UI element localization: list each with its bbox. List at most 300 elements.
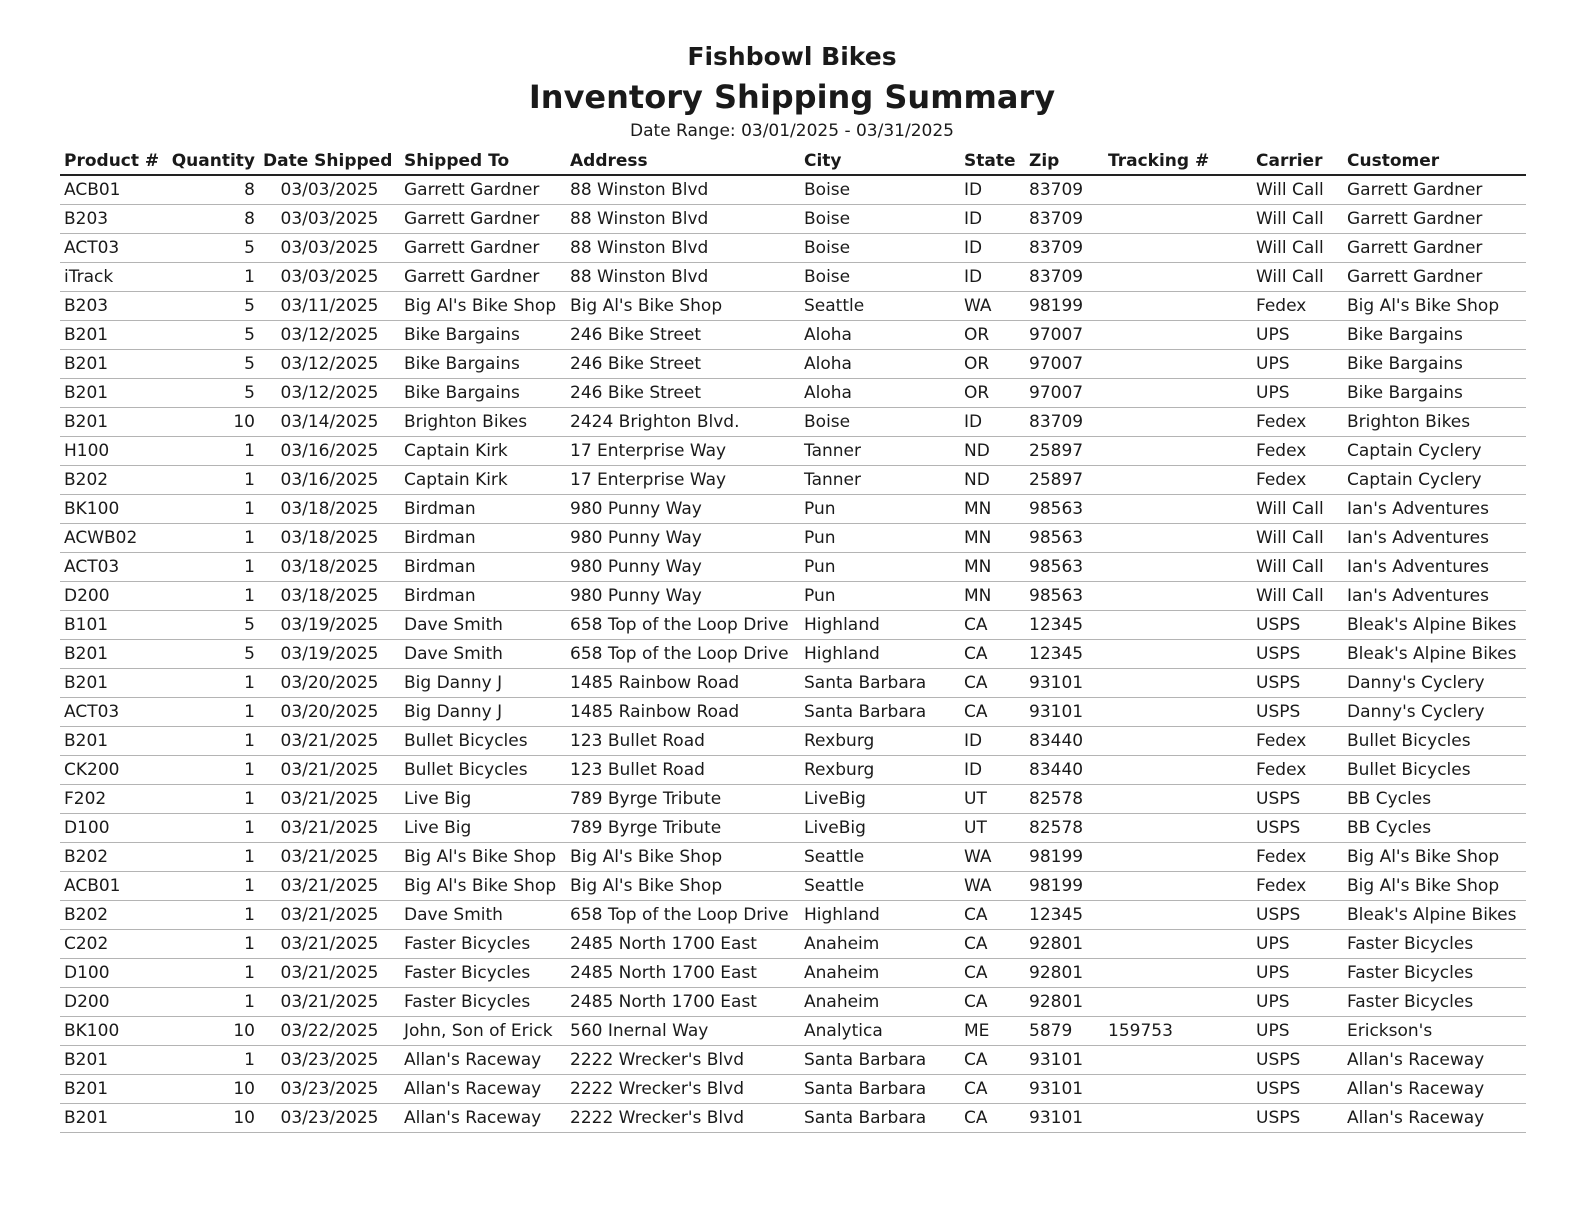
cell-carrier: Fedex	[1252, 292, 1343, 321]
cell-zip: 5879	[1025, 1017, 1104, 1046]
cell-quantity: 1	[166, 582, 259, 611]
cell-shipped-to: Bike Bargains	[400, 321, 566, 350]
cell-tracking	[1104, 930, 1252, 959]
cell-tracking	[1104, 988, 1252, 1017]
cell-date-shipped: 03/03/2025	[259, 263, 400, 292]
cell-state: OR	[960, 350, 1025, 379]
cell-carrier: Will Call	[1252, 205, 1343, 234]
cell-state: CA	[960, 901, 1025, 930]
cell-state: OR	[960, 321, 1025, 350]
cell-zip: 97007	[1025, 350, 1104, 379]
table-row	[60, 495, 1526, 524]
cell-quantity: 1	[166, 437, 259, 466]
cell-quantity: 5	[166, 234, 259, 263]
table-row	[60, 263, 1526, 292]
cell-zip: 83440	[1025, 756, 1104, 785]
cell-customer: BB Cycles	[1343, 814, 1526, 843]
table-body	[60, 175, 1526, 1133]
cell-shipped-to: Big Al's Bike Shop	[400, 872, 566, 901]
cell-city: Santa Barbara	[800, 1104, 960, 1133]
cell-shipped-to: Bullet Bicycles	[400, 756, 566, 785]
cell-date-shipped: 03/11/2025	[259, 292, 400, 321]
cell-state: ND	[960, 437, 1025, 466]
cell-product: B202	[60, 901, 166, 930]
cell-quantity: 1	[166, 785, 259, 814]
cell-customer: Bullet Bicycles	[1343, 727, 1526, 756]
report-header	[0, 40, 1584, 143]
cell-tracking	[1104, 872, 1252, 901]
cell-customer: Garrett Gardner	[1343, 263, 1526, 292]
column-header-date-shipped: Date Shipped	[259, 147, 400, 175]
cell-city: Santa Barbara	[800, 1046, 960, 1075]
cell-address: 2485 North 1700 East	[566, 959, 800, 988]
table-row	[60, 1075, 1526, 1104]
cell-customer: Garrett Gardner	[1343, 234, 1526, 263]
cell-address: 980 Punny Way	[566, 524, 800, 553]
cell-product: D100	[60, 814, 166, 843]
cell-carrier: Fedex	[1252, 756, 1343, 785]
cell-customer: Bleak's Alpine Bikes	[1343, 640, 1526, 669]
cell-product: B203	[60, 292, 166, 321]
cell-product: iTrack	[60, 263, 166, 292]
cell-carrier: UPS	[1252, 1017, 1343, 1046]
cell-quantity: 10	[166, 1075, 259, 1104]
cell-product: ACT03	[60, 553, 166, 582]
cell-city: Seattle	[800, 843, 960, 872]
cell-shipped-to: Captain Kirk	[400, 437, 566, 466]
cell-state: UT	[960, 814, 1025, 843]
cell-zip: 92801	[1025, 988, 1104, 1017]
cell-state: UT	[960, 785, 1025, 814]
table-row	[60, 727, 1526, 756]
cell-customer: Allan's Raceway	[1343, 1046, 1526, 1075]
table-row	[60, 466, 1526, 495]
cell-city: Boise	[800, 234, 960, 263]
cell-zip: 98563	[1025, 524, 1104, 553]
cell-date-shipped: 03/12/2025	[259, 379, 400, 408]
table-row	[60, 814, 1526, 843]
cell-address: 2424 Brighton Blvd.	[566, 408, 800, 437]
cell-zip: 25897	[1025, 466, 1104, 495]
cell-city: LiveBig	[800, 814, 960, 843]
cell-date-shipped: 03/21/2025	[259, 727, 400, 756]
cell-quantity: 1	[166, 698, 259, 727]
cell-city: Pun	[800, 553, 960, 582]
cell-product: B201	[60, 379, 166, 408]
cell-tracking	[1104, 379, 1252, 408]
cell-tracking	[1104, 959, 1252, 988]
cell-shipped-to: Big Al's Bike Shop	[400, 292, 566, 321]
cell-tracking	[1104, 1075, 1252, 1104]
cell-date-shipped: 03/21/2025	[259, 959, 400, 988]
cell-state: MN	[960, 524, 1025, 553]
cell-customer: Ian's Adventures	[1343, 553, 1526, 582]
cell-state: CA	[960, 988, 1025, 1017]
cell-shipped-to: Garrett Gardner	[400, 205, 566, 234]
cell-zip: 98199	[1025, 292, 1104, 321]
cell-customer: Bike Bargains	[1343, 321, 1526, 350]
cell-date-shipped: 03/03/2025	[259, 205, 400, 234]
cell-city: Boise	[800, 175, 960, 205]
cell-shipped-to: Allan's Raceway	[400, 1075, 566, 1104]
cell-city: Aloha	[800, 321, 960, 350]
cell-quantity: 5	[166, 321, 259, 350]
cell-city: Analytica	[800, 1017, 960, 1046]
cell-state: ID	[960, 205, 1025, 234]
cell-customer: Bullet Bicycles	[1343, 756, 1526, 785]
cell-tracking	[1104, 669, 1252, 698]
cell-quantity: 1	[166, 727, 259, 756]
cell-date-shipped: 03/03/2025	[259, 175, 400, 205]
cell-zip: 97007	[1025, 379, 1104, 408]
cell-tracking	[1104, 727, 1252, 756]
cell-address: 17 Enterprise Way	[566, 437, 800, 466]
cell-date-shipped: 03/23/2025	[259, 1046, 400, 1075]
cell-zip: 98563	[1025, 582, 1104, 611]
cell-quantity: 8	[166, 205, 259, 234]
cell-city: Pun	[800, 524, 960, 553]
cell-product: F202	[60, 785, 166, 814]
cell-product: B201	[60, 1046, 166, 1075]
cell-date-shipped: 03/03/2025	[259, 234, 400, 263]
cell-address: 246 Bike Street	[566, 379, 800, 408]
cell-customer: BB Cycles	[1343, 785, 1526, 814]
table-row	[60, 872, 1526, 901]
cell-date-shipped: 03/21/2025	[259, 872, 400, 901]
cell-date-shipped: 03/21/2025	[259, 988, 400, 1017]
cell-city: Anaheim	[800, 930, 960, 959]
cell-shipped-to: Birdman	[400, 495, 566, 524]
cell-date-shipped: 03/18/2025	[259, 495, 400, 524]
cell-customer: Bleak's Alpine Bikes	[1343, 611, 1526, 640]
cell-date-shipped: 03/21/2025	[259, 814, 400, 843]
cell-tracking	[1104, 292, 1252, 321]
cell-address: Big Al's Bike Shop	[566, 843, 800, 872]
cell-customer: Ian's Adventures	[1343, 524, 1526, 553]
column-header-tracking: Tracking #	[1104, 147, 1252, 175]
column-header-state: State	[960, 147, 1025, 175]
cell-state: MN	[960, 495, 1025, 524]
cell-carrier: Fedex	[1252, 437, 1343, 466]
cell-carrier: Will Call	[1252, 553, 1343, 582]
table-row	[60, 379, 1526, 408]
table-row	[60, 1046, 1526, 1075]
cell-product: ACT03	[60, 698, 166, 727]
cell-date-shipped: 03/21/2025	[259, 756, 400, 785]
cell-customer: Ian's Adventures	[1343, 582, 1526, 611]
cell-tracking	[1104, 814, 1252, 843]
cell-zip: 98199	[1025, 843, 1104, 872]
cell-shipped-to: Big Danny J	[400, 669, 566, 698]
cell-tracking	[1104, 234, 1252, 263]
cell-customer: Big Al's Bike Shop	[1343, 872, 1526, 901]
cell-quantity: 5	[166, 350, 259, 379]
cell-carrier: Fedex	[1252, 727, 1343, 756]
cell-quantity: 5	[166, 379, 259, 408]
cell-zip: 92801	[1025, 959, 1104, 988]
cell-shipped-to: Birdman	[400, 524, 566, 553]
cell-date-shipped: 03/21/2025	[259, 930, 400, 959]
cell-product: CK200	[60, 756, 166, 785]
cell-quantity: 1	[166, 814, 259, 843]
cell-quantity: 1	[166, 930, 259, 959]
cell-city: Highland	[800, 640, 960, 669]
cell-quantity: 1	[166, 959, 259, 988]
cell-date-shipped: 03/18/2025	[259, 553, 400, 582]
cell-tracking	[1104, 524, 1252, 553]
cell-tracking	[1104, 495, 1252, 524]
cell-state: CA	[960, 640, 1025, 669]
cell-carrier: Will Call	[1252, 263, 1343, 292]
cell-tracking	[1104, 408, 1252, 437]
cell-shipped-to: Dave Smith	[400, 611, 566, 640]
cell-carrier: UPS	[1252, 350, 1343, 379]
table-row	[60, 553, 1526, 582]
cell-customer: Bleak's Alpine Bikes	[1343, 901, 1526, 930]
cell-address: 560 Inernal Way	[566, 1017, 800, 1046]
cell-address: 980 Punny Way	[566, 553, 800, 582]
table-row	[60, 175, 1526, 205]
table-row	[60, 408, 1526, 437]
cell-carrier: USPS	[1252, 814, 1343, 843]
cell-customer: Erickson's	[1343, 1017, 1526, 1046]
cell-customer: Garrett Gardner	[1343, 205, 1526, 234]
cell-state: CA	[960, 1046, 1025, 1075]
cell-city: Tanner	[800, 466, 960, 495]
cell-address: 88 Winston Blvd	[566, 263, 800, 292]
cell-zip: 12345	[1025, 640, 1104, 669]
cell-carrier: USPS	[1252, 901, 1343, 930]
cell-zip: 98563	[1025, 553, 1104, 582]
cell-zip: 93101	[1025, 1104, 1104, 1133]
cell-zip: 82578	[1025, 785, 1104, 814]
table-row	[60, 785, 1526, 814]
cell-carrier: USPS	[1252, 669, 1343, 698]
cell-shipped-to: Garrett Gardner	[400, 263, 566, 292]
cell-address: 1485 Rainbow Road	[566, 669, 800, 698]
cell-customer: Garrett Gardner	[1343, 175, 1526, 205]
cell-state: OR	[960, 379, 1025, 408]
cell-product: B201	[60, 321, 166, 350]
company-name: Fishbowl Bikes	[687, 42, 897, 71]
cell-quantity: 1	[166, 669, 259, 698]
cell-shipped-to: Big Danny J	[400, 698, 566, 727]
cell-zip: 83709	[1025, 205, 1104, 234]
cell-quantity: 1	[166, 495, 259, 524]
cell-carrier: Fedex	[1252, 843, 1343, 872]
cell-zip: 97007	[1025, 321, 1104, 350]
cell-product: ACT03	[60, 234, 166, 263]
cell-product: B202	[60, 466, 166, 495]
cell-quantity: 1	[166, 756, 259, 785]
report-title: Inventory Shipping Summary	[528, 78, 1056, 116]
cell-date-shipped: 03/19/2025	[259, 640, 400, 669]
cell-state: ID	[960, 175, 1025, 205]
cell-tracking	[1104, 901, 1252, 930]
cell-shipped-to: Captain Kirk	[400, 466, 566, 495]
cell-tracking	[1104, 466, 1252, 495]
cell-shipped-to: Live Big	[400, 785, 566, 814]
cell-shipped-to: Birdman	[400, 582, 566, 611]
cell-city: Santa Barbara	[800, 669, 960, 698]
cell-carrier: USPS	[1252, 640, 1343, 669]
cell-date-shipped: 03/21/2025	[259, 901, 400, 930]
cell-city: Aloha	[800, 379, 960, 408]
cell-city: Anaheim	[800, 988, 960, 1017]
cell-tracking	[1104, 263, 1252, 292]
cell-date-shipped: 03/20/2025	[259, 669, 400, 698]
cell-carrier: UPS	[1252, 988, 1343, 1017]
cell-tracking: 159753	[1104, 1017, 1252, 1046]
column-header-product: Product #	[60, 147, 166, 175]
cell-product: B201	[60, 669, 166, 698]
cell-tracking	[1104, 640, 1252, 669]
cell-carrier: USPS	[1252, 1075, 1343, 1104]
cell-carrier: USPS	[1252, 1104, 1343, 1133]
cell-quantity: 1	[166, 901, 259, 930]
cell-shipped-to: Dave Smith	[400, 640, 566, 669]
cell-product: D100	[60, 959, 166, 988]
cell-product: D200	[60, 988, 166, 1017]
table-row	[60, 930, 1526, 959]
cell-shipped-to: Bike Bargains	[400, 350, 566, 379]
cell-date-shipped: 03/12/2025	[259, 321, 400, 350]
cell-city: Boise	[800, 263, 960, 292]
cell-address: 658 Top of the Loop Drive	[566, 611, 800, 640]
cell-city: Seattle	[800, 872, 960, 901]
table-row	[60, 611, 1526, 640]
cell-zip: 98199	[1025, 872, 1104, 901]
cell-address: 980 Punny Way	[566, 582, 800, 611]
cell-address: 2485 North 1700 East	[566, 988, 800, 1017]
cell-shipped-to: Bike Bargains	[400, 379, 566, 408]
cell-tracking	[1104, 582, 1252, 611]
cell-customer: Faster Bicycles	[1343, 988, 1526, 1017]
cell-product: B201	[60, 640, 166, 669]
cell-quantity: 1	[166, 524, 259, 553]
cell-carrier: USPS	[1252, 785, 1343, 814]
cell-quantity: 5	[166, 292, 259, 321]
cell-carrier: Will Call	[1252, 524, 1343, 553]
cell-tracking	[1104, 175, 1252, 205]
cell-shipped-to: Faster Bicycles	[400, 959, 566, 988]
cell-state: MN	[960, 582, 1025, 611]
cell-customer: Faster Bicycles	[1343, 930, 1526, 959]
cell-quantity: 1	[166, 1046, 259, 1075]
cell-shipped-to: Faster Bicycles	[400, 930, 566, 959]
cell-zip: 83709	[1025, 175, 1104, 205]
table-row	[60, 988, 1526, 1017]
cell-quantity: 1	[166, 263, 259, 292]
cell-city: Highland	[800, 901, 960, 930]
table-row	[60, 959, 1526, 988]
cell-state: ID	[960, 234, 1025, 263]
cell-address: 2222 Wrecker's Blvd	[566, 1075, 800, 1104]
table-row	[60, 321, 1526, 350]
cell-date-shipped: 03/21/2025	[259, 843, 400, 872]
cell-product: BK100	[60, 1017, 166, 1046]
cell-address: 789 Byrge Tribute	[566, 814, 800, 843]
cell-carrier: UPS	[1252, 959, 1343, 988]
cell-zip: 98563	[1025, 495, 1104, 524]
cell-tracking	[1104, 698, 1252, 727]
cell-tracking	[1104, 785, 1252, 814]
table-row	[60, 1017, 1526, 1046]
cell-state: ID	[960, 756, 1025, 785]
cell-city: Pun	[800, 582, 960, 611]
cell-carrier: Fedex	[1252, 408, 1343, 437]
cell-state: CA	[960, 698, 1025, 727]
table-row	[60, 205, 1526, 234]
cell-product: B203	[60, 205, 166, 234]
cell-carrier: USPS	[1252, 1046, 1343, 1075]
cell-tracking	[1104, 611, 1252, 640]
table-row	[60, 350, 1526, 379]
cell-state: CA	[960, 959, 1025, 988]
cell-state: ID	[960, 408, 1025, 437]
cell-date-shipped: 03/20/2025	[259, 698, 400, 727]
cell-quantity: 5	[166, 640, 259, 669]
cell-address: Big Al's Bike Shop	[566, 292, 800, 321]
cell-date-shipped: 03/12/2025	[259, 350, 400, 379]
cell-shipped-to: Bullet Bicycles	[400, 727, 566, 756]
cell-date-shipped: 03/16/2025	[259, 437, 400, 466]
cell-shipped-to: Garrett Gardner	[400, 234, 566, 263]
cell-customer: Captain Cyclery	[1343, 437, 1526, 466]
cell-state: CA	[960, 611, 1025, 640]
cell-address: 88 Winston Blvd	[566, 175, 800, 205]
cell-carrier: Will Call	[1252, 582, 1343, 611]
cell-city: Boise	[800, 205, 960, 234]
cell-date-shipped: 03/16/2025	[259, 466, 400, 495]
cell-tracking	[1104, 321, 1252, 350]
cell-customer: Faster Bicycles	[1343, 959, 1526, 988]
cell-city: Santa Barbara	[800, 1075, 960, 1104]
cell-product: ACB01	[60, 175, 166, 205]
cell-product: BK100	[60, 495, 166, 524]
cell-state: CA	[960, 669, 1025, 698]
cell-product: ACB01	[60, 872, 166, 901]
cell-customer: Captain Cyclery	[1343, 466, 1526, 495]
cell-customer: Bike Bargains	[1343, 350, 1526, 379]
cell-shipped-to: Big Al's Bike Shop	[400, 843, 566, 872]
cell-customer: Big Al's Bike Shop	[1343, 292, 1526, 321]
cell-state: ND	[960, 466, 1025, 495]
cell-product: H100	[60, 437, 166, 466]
cell-zip: 92801	[1025, 930, 1104, 959]
cell-state: ID	[960, 727, 1025, 756]
cell-quantity: 1	[166, 872, 259, 901]
cell-customer: Bike Bargains	[1343, 379, 1526, 408]
cell-address: 658 Top of the Loop Drive	[566, 640, 800, 669]
column-header-shipped-to: Shipped To	[400, 147, 566, 175]
cell-tracking	[1104, 553, 1252, 582]
cell-address: 658 Top of the Loop Drive	[566, 901, 800, 930]
cell-zip: 12345	[1025, 901, 1104, 930]
cell-carrier: USPS	[1252, 611, 1343, 640]
cell-product: B101	[60, 611, 166, 640]
cell-state: CA	[960, 1075, 1025, 1104]
cell-shipped-to: Dave Smith	[400, 901, 566, 930]
column-header-quantity: Quantity	[166, 147, 259, 175]
cell-state: MN	[960, 553, 1025, 582]
cell-carrier: Will Call	[1252, 234, 1343, 263]
cell-quantity: 1	[166, 466, 259, 495]
table-row	[60, 437, 1526, 466]
cell-customer: Danny's Cyclery	[1343, 698, 1526, 727]
cell-product: B201	[60, 1075, 166, 1104]
cell-tracking	[1104, 205, 1252, 234]
